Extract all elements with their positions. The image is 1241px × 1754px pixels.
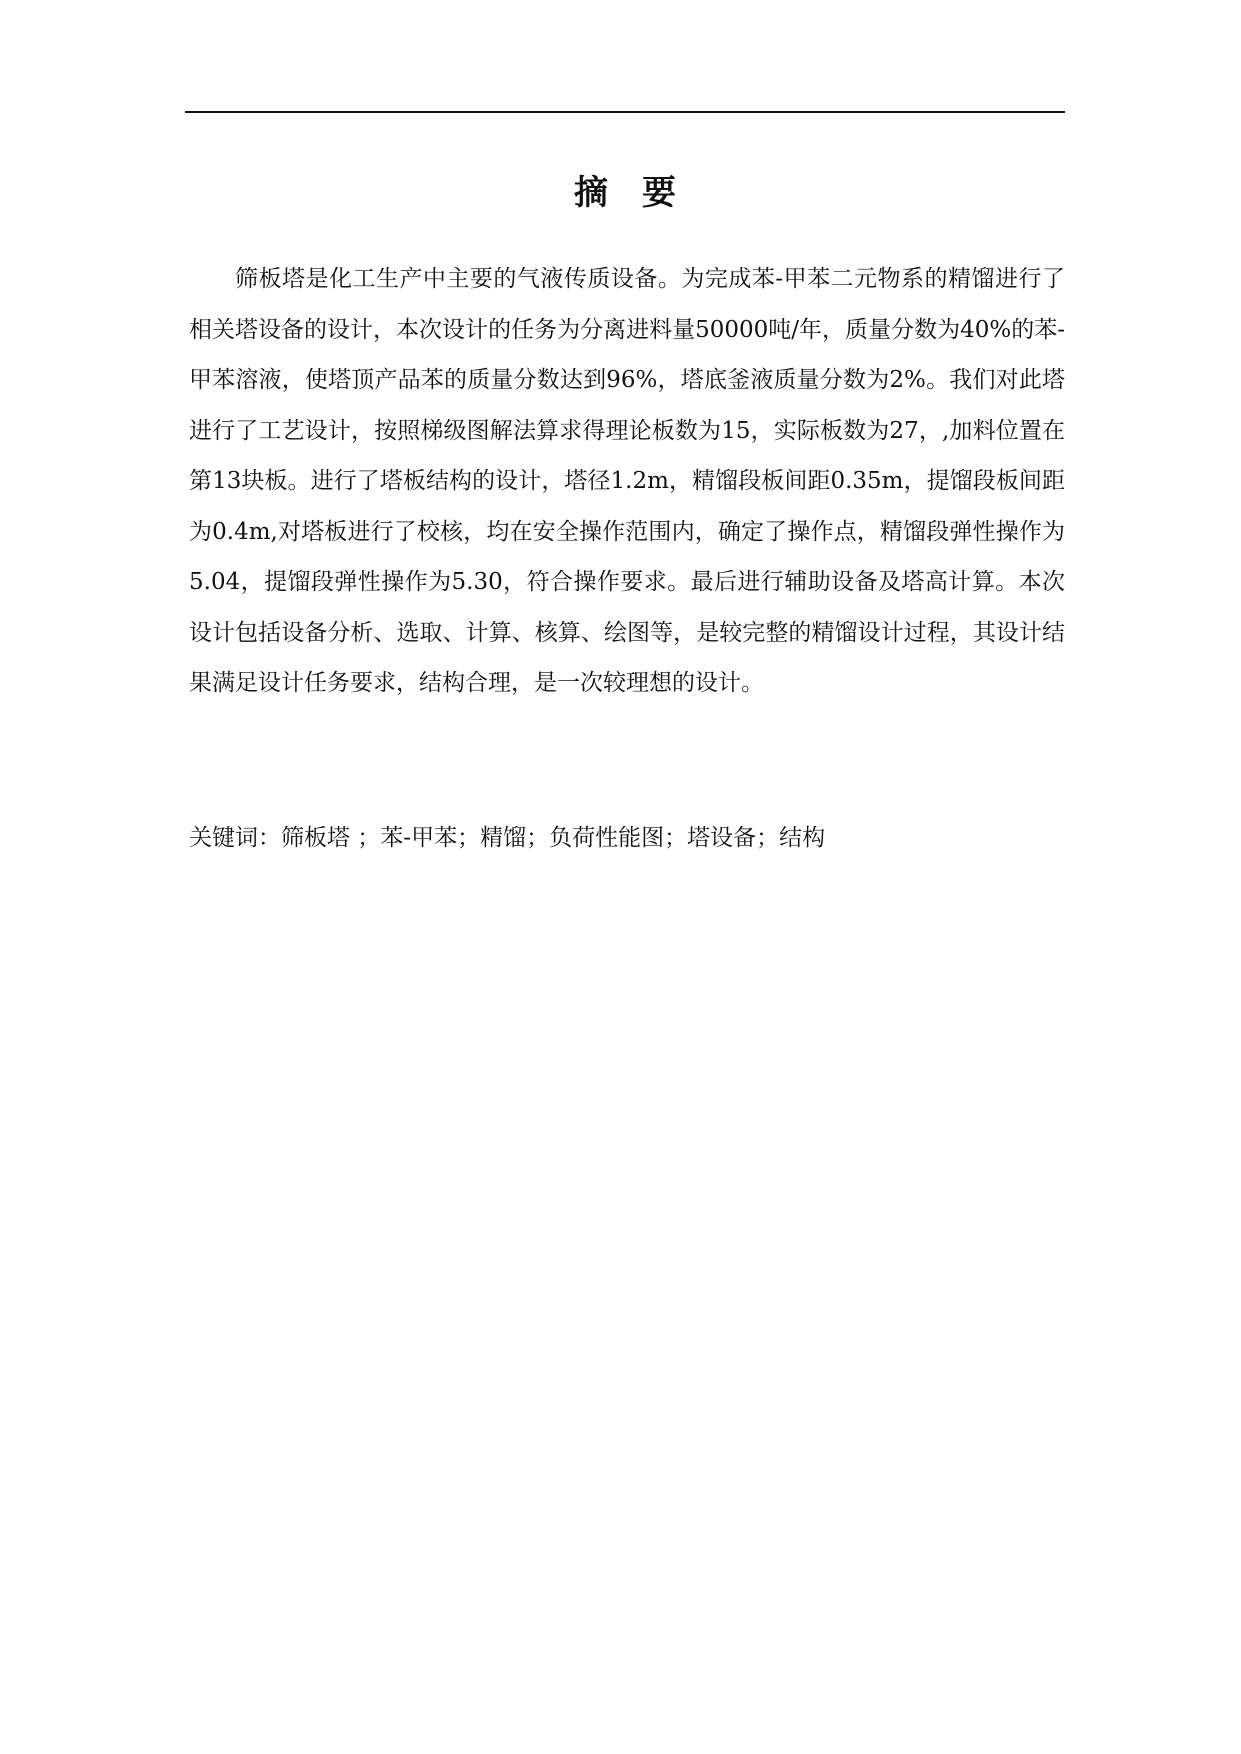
keywords-line <box>189 818 1065 858</box>
header-rule <box>185 111 1065 113</box>
abstract-body: 筛板塔是化工生产中主要的气液传质设备。为完成苯-甲苯二元物系的精馏进行了相关塔设备的设计，本次设计的任务为分离进料量50000吨/年，质量分数为40%的苯-甲苯溶液，使塔顶产品苯的质量分数达到96%，塔底釜液质量分数为2%。我们对此塔进行了工艺设计，按照梯级图解法算求得理论板数为15，实际板数为27，,加料位置在第13块板。进行了塔板结构的设计，塔径1.2m，精馏段板间距0.35m，提馏段板间距为0.4m,对塔板进行了校核，均在安全操作范围内，确定了操作点，精馏段弹性操作为5.04，提馏段弹性操作为5.30，符合操作要求。最后进行辅助设备及塔高计算。本次设计包括设备分析、选取、计算、核算、绘图等，是较完整的精馏设计过程，其设计结果满足设计任务要求，结构合理，是一次较理想的设计。 <box>189 266 1065 696</box>
keywords-text: 筛板塔 ；苯-甲苯；精馏；负荷性能图；塔设备；结构 <box>281 825 826 851</box>
keywords-label: 关键词： <box>189 825 281 851</box>
abstract-title: 摘要 <box>574 173 710 213</box>
